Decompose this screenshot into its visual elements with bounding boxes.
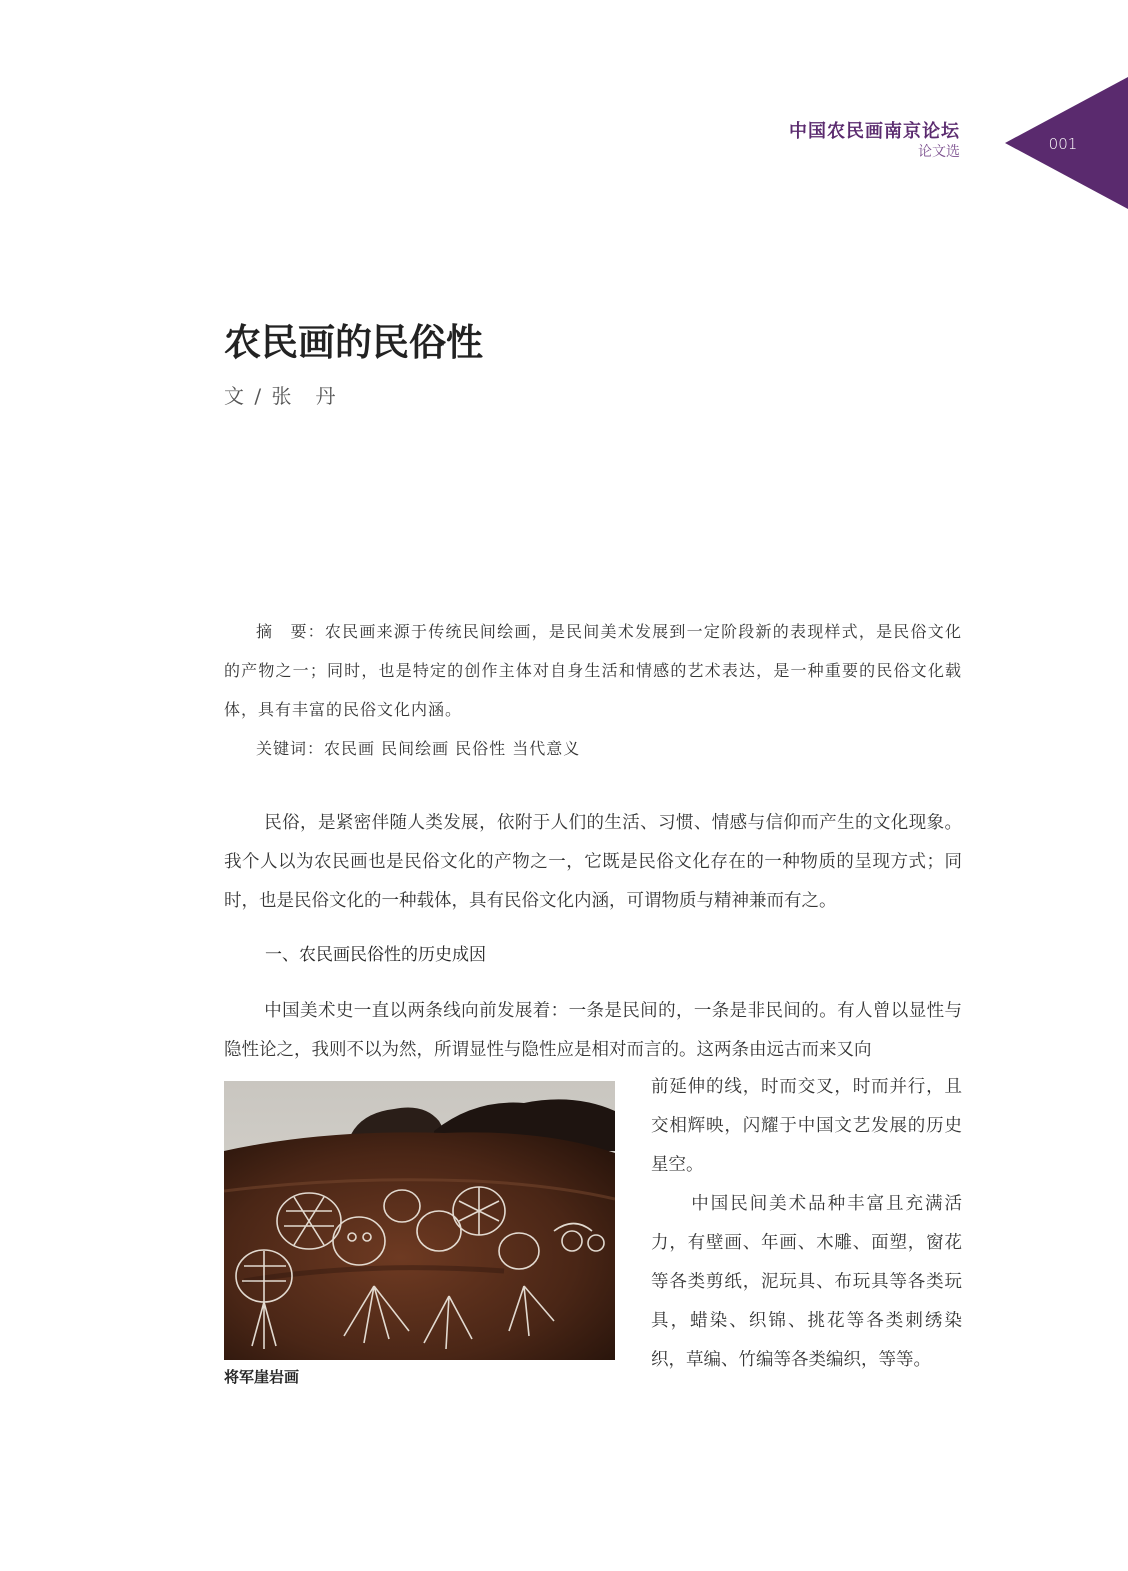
section-heading: 一、农民画民俗性的历史成因 <box>265 945 486 965</box>
page-number: 001 <box>1048 135 1078 153</box>
paragraph-text: 前延伸的线，时而交叉，时而并行，且交相辉映，闪耀于中国文艺发展的历史星空。 <box>651 1077 962 1175</box>
journal-title: 中国农民画南京论坛 <box>789 121 960 142</box>
section1-column-text <box>651 1068 962 1380</box>
page-number-badge <box>1005 77 1128 209</box>
abstract-block <box>224 612 962 768</box>
author-line: 文 / 张 丹 <box>224 384 338 408</box>
section1-paragraph-start <box>224 992 962 1070</box>
figure-caption: 将军崖岩画 <box>224 1368 300 1386</box>
running-header <box>789 121 960 161</box>
paragraph-text: 中国美术史一直以两条线向前发展着：一条是民间的，一条是非民间的。有人曾以显性与隐性论之，我则不以为然，所谓显性与隐性应是相对而言的。这两条由远古而来又向 <box>224 1001 962 1060</box>
abstract-summary: 摘 要：农民画来源于传统民间绘画，是民间美术发展到一定阶段新的表现样式，是民俗文化的产物之一；同时，也是特定的创作主体对自身生活和情感的艺术表达，是一种重要的民俗文化载体，具有丰富的民俗文化内涵。 <box>224 622 962 719</box>
intro-paragraph-block <box>224 804 962 921</box>
article-title: 农民画的民俗性 <box>224 320 483 364</box>
paragraph-text: 中国民间美术品种丰富且充满活力，有壁画、年画、木雕、面塑，窗花等各类剪纸，泥玩具、布玩具等各类玩具，蜡染、织锦、挑花等各类刺绣染织，草编、竹编等各类编织，等等。 <box>651 1194 962 1370</box>
petroglyph-figure <box>224 1081 615 1360</box>
journal-subtitle: 论文选 <box>918 144 960 160</box>
intro-paragraph: 民俗，是紧密伴随人类发展，依附于人们的生活、习惯、情感与信仰而产生的文化现象。我个人以为农民画也是民俗文化的产物之一，它既是民俗文化存在的一种物质的呈现方式；同时，也是民俗文化的一种载体，具有民俗文化内涵，可谓物质与精神兼而有之。 <box>224 813 962 911</box>
abstract-keywords: 关键词：农民画 民间绘画 民俗性 当代意义 <box>256 739 581 758</box>
